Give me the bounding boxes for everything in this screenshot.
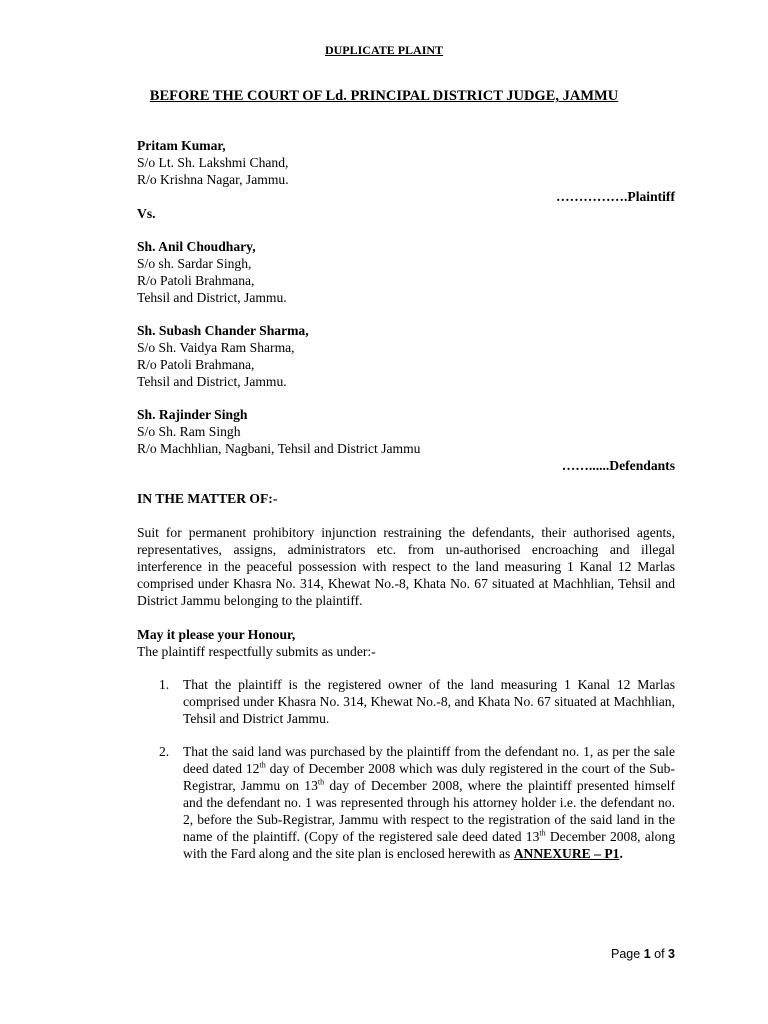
- defendant-1-address: R/o Patoli Brahmana,: [137, 273, 255, 288]
- defendant-2-address: R/o Patoli Brahmana,: [137, 357, 255, 372]
- defendant-2-name: Sh. Subash Chander Sharma,: [137, 323, 309, 338]
- item-2-text: That the said land was purchased by the plaintiff from the defendant no. 1, as per the sale deed dated 12th day of December 2008 which was duly registered in the court of the Sub-Registrar, Jammu on 13th day of December 2008, where the plaintiff presented himself and the defendant no. 1 was represented through his attorney holder i.e. the defendant no. 2, before the Sub-Registrar, Jammu with respect to the registration of the said land in the name of the plaintiff. (Copy of the registered sale deed dated 13th December 2008, along with the Fard along and the site plan is enclosed herewith as ANNEXURE – P1.: [183, 744, 675, 861]
- annexure-reference: ANNEXURE – P1: [513, 846, 620, 861]
- matter-heading: IN THE MATTER OF:-: [137, 491, 278, 506]
- plaintiff-role: …………….Plaintiff: [556, 189, 675, 204]
- plaintiff-name: Pritam Kumar,: [137, 138, 226, 153]
- defendant-3-father: S/o Sh. Ram Singh: [137, 424, 241, 439]
- item-1-text: That the plaintiff is the registered owner of the land measuring 1 Kanal 12 Marlas comprised under Khasra No. 314, Khewat No.-8, and Khata No. 67 situated at Machhlian, Tehsil and District Jammu.: [183, 677, 675, 726]
- versus-label: Vs.: [137, 206, 156, 221]
- page-number: Page 1 of 3: [611, 947, 675, 961]
- defendant-2-district: Tehsil and District, Jammu.: [137, 374, 287, 389]
- submits-line: The plaintiff respectfully submits as under:-: [137, 644, 376, 659]
- duplicate-plaint-title: DUPLICATE PLAINT: [324, 43, 444, 57]
- plaintiff-address: R/o Krishna Nagar, Jammu.: [137, 172, 289, 187]
- honour-salutation: May it please your Honour,: [137, 627, 296, 642]
- defendant-1-district: Tehsil and District, Jammu.: [137, 290, 287, 305]
- defendant-3-name: Sh. Rajinder Singh: [137, 407, 248, 422]
- defendant-2-father: S/o Sh. Vaidya Ram Sharma,: [137, 340, 295, 355]
- court-title: BEFORE THE COURT OF Ld. PRINCIPAL DISTRICT JUDGE, JAMMU: [149, 88, 619, 104]
- plaintiff-father: S/o Lt. Sh. Lakshmi Chand,: [137, 155, 289, 170]
- defendants-role: ……......Defendants: [561, 458, 675, 473]
- defendant-3-address: R/o Machhlian, Nagbani, Tehsil and District Jammu: [137, 441, 421, 456]
- defendant-1-name: Sh. Anil Choudhary,: [137, 239, 256, 254]
- matter-paragraph: Suit for permanent prohibitory injunction restraining the defendants, their authorised agents, representatives, assigns, administrators etc. from un-authorised encroaching and illegal interference in the peaceful possession with respect to the land measuring 1 Kanal 12 Marlas comprised under Khasra No. 314, Khewat No.-8, Khata No. 67 situated at Machhlian, Tehsil and District Jammu belonging to the plaintiff.: [137, 525, 675, 608]
- item-2-number: 2.: [159, 744, 170, 759]
- defendant-1-father: S/o sh. Sardar Singh,: [137, 256, 252, 271]
- item-1-number: 1.: [159, 677, 170, 692]
